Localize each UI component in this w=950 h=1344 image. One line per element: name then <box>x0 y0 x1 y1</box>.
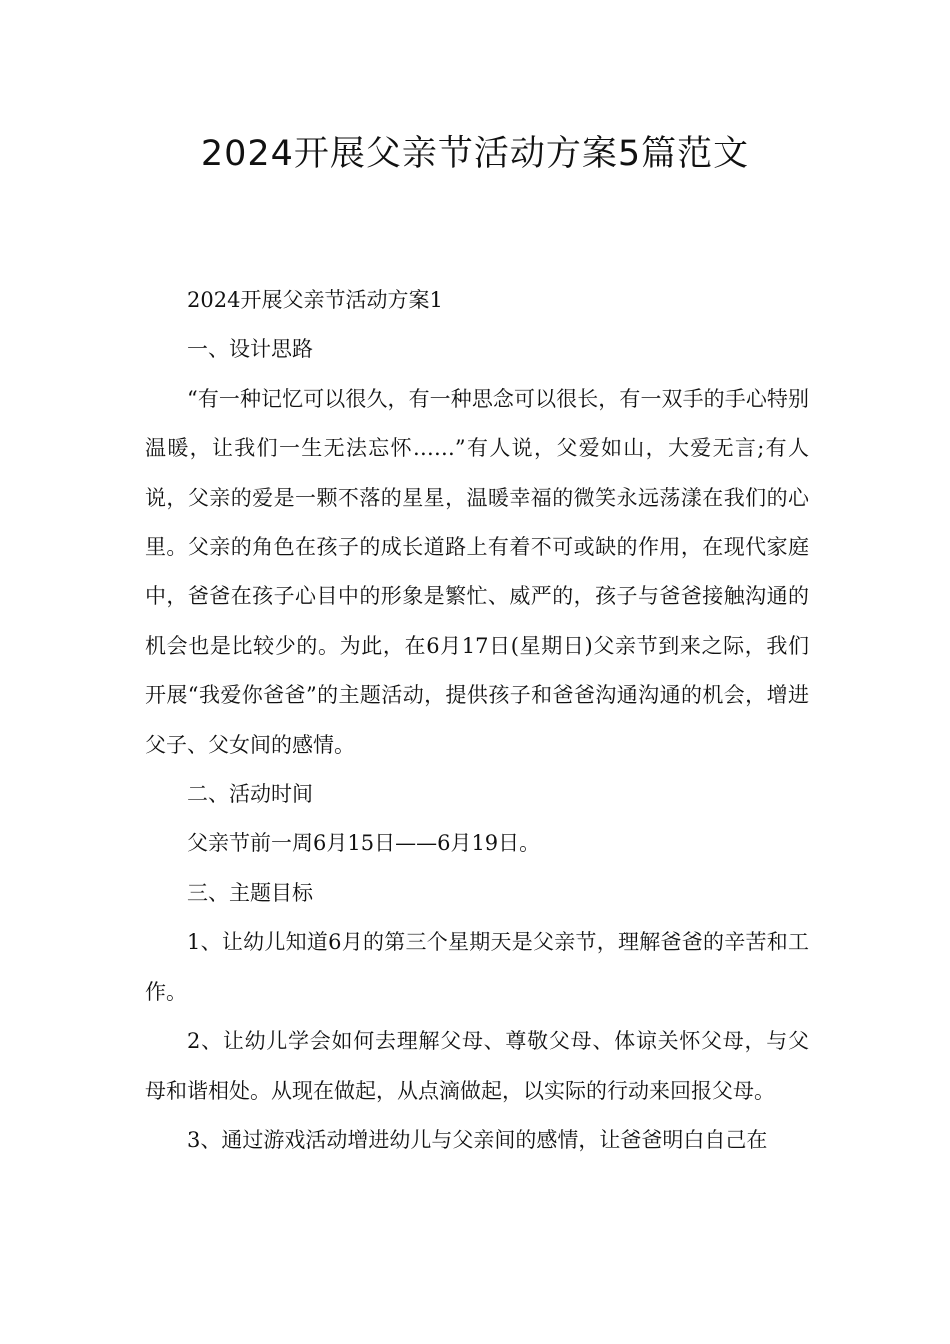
section-heading-goals: 三、主题目标 <box>187 880 313 905</box>
section-heading-time: 二、活动时间 <box>187 782 313 807</box>
paragraph-time-text: 父亲节前一周6月15日——6月19日。 <box>187 831 541 856</box>
list-item-goal-1: 1、让幼儿知道6月的第三个星期天是父亲节，理解爸爸的辛苦和工作。 <box>145 930 809 1004</box>
section-heading-design: 一、设计思路 <box>187 337 313 362</box>
section-heading-plan-1: 2024开展父亲节活动方案1 <box>187 288 443 312</box>
list-item-goal-2: 2、让幼儿学会如何去理解父母、尊敬父母、体谅关怀父母，与父母和谐相处。从现在做起，从点滴做起，以实际的行动来回报父母。 <box>145 1029 809 1103</box>
paragraph-design-text: “有一种记忆可以很久，有一种思念可以很长，有一双手的手心特别温暖，让我们一生无法忘怀……”有人说，父爱如山，大爱无言;有人说，父亲的爱是一颗不落的星星，温暖幸福的微笑永远荡漾在我们的心里。父亲的角色在孩子的成长道路上有着不可或缺的作用，在现代家庭中，爸爸在孩子心目中的形象是繁忙、威严的，孩子与爸爸接触沟通的机会也是比较少的。为此，在6月17日(星期日)父亲节到来之际，我们开展“我爱你爸爸”的主题活动，提供孩子和爸爸沟通沟通的机会，增进父子、父女间的感情。 <box>145 386 809 757</box>
document-title: 2024开展父亲节活动方案5篇范文 <box>200 134 750 174</box>
document-body <box>145 276 809 1165</box>
list-item-goal-3: 3、通过游戏活动增进幼儿与父亲间的感情，让爸爸明白自己在 <box>187 1127 768 1152</box>
